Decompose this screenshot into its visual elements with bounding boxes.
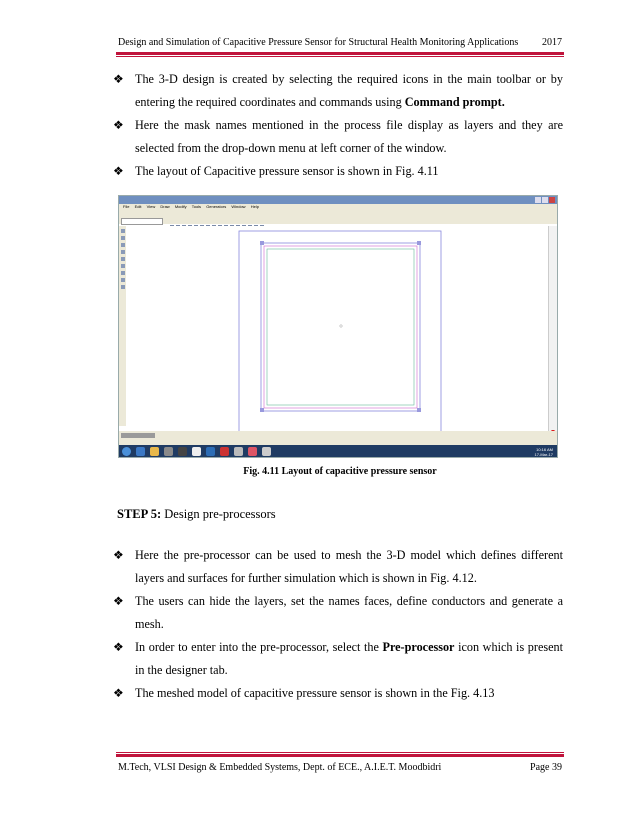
app-icon	[234, 447, 243, 456]
window-titlebar	[119, 196, 557, 204]
menu-tools: Tools	[191, 204, 202, 209]
menu-view: View	[146, 204, 156, 209]
menu-window: Window	[231, 204, 246, 209]
diamond-bullet-icon: ❖	[113, 548, 124, 562]
figure-caption: Fig. 4.11 Layout of capacitive pressure sensor	[243, 466, 437, 477]
status-bar	[119, 431, 557, 445]
bullet-item: ❖ The meshed model of capacitive pressure sensor is shown in the Fig. 4.13	[135, 682, 563, 705]
corner-pad	[260, 241, 264, 245]
diamond-bullet-icon: ❖	[113, 594, 124, 608]
footer-rule	[116, 754, 564, 757]
header-year: 2017	[542, 37, 562, 48]
menu-help: Help	[250, 204, 259, 209]
bullet-item: ❖ Here the pre-processor can be used to mesh the 3-D model which defines different layers and surfaces for further simulation which is shown in Fig. 4.12.	[135, 544, 563, 590]
folder-icon	[150, 447, 159, 456]
media-icon	[164, 447, 173, 456]
page-header	[118, 37, 562, 48]
bullet-item: ❖ In order to enter into the pre-processor, select the Pre-processor icon which is present in the designer tab.	[135, 636, 563, 682]
bullet-item: ❖ Here the mask names mentioned in the process file display as layers and they are selected from the drop-down menu at left corner of the window.	[135, 114, 563, 160]
header-rule-thin	[116, 56, 564, 57]
corner-pad	[417, 241, 421, 245]
menu-generators: Generators	[206, 204, 227, 209]
bullet-item: ❖ The users can hide the layers, set the names faces, define conductors and generate a mesh.	[135, 590, 563, 636]
window-controls	[535, 197, 555, 203]
word-icon	[206, 447, 215, 456]
page-number: Page 39	[530, 762, 562, 773]
header-rule	[116, 52, 564, 55]
header-title: Design and Simulation of Capacitive Pressure Sensor for Structural Health Monitoring Applications	[118, 37, 519, 48]
footer-rule-thin	[116, 752, 564, 753]
corner-pad	[417, 408, 421, 412]
diamond-bullet-icon: ❖	[113, 72, 124, 86]
windows-taskbar	[119, 445, 557, 458]
vertical-scrollbar	[548, 226, 557, 436]
app-icon	[248, 447, 257, 456]
minimize-icon	[535, 197, 541, 203]
maximize-icon	[542, 197, 548, 203]
layer-toolbar	[119, 217, 557, 224]
close-icon	[549, 197, 555, 203]
footer-dept: M.Tech, VLSI Design & Embedded Systems, Dept. of ECE., A.I.E.T. Moodbidri	[118, 762, 442, 773]
taskbar-clock: 10:16 AM 17-Mar-17	[534, 447, 553, 457]
status-panel	[121, 433, 155, 438]
app-icon	[220, 447, 229, 456]
main-toolbar	[119, 210, 557, 217]
app-icon	[178, 447, 187, 456]
sensor-layout-drawing	[127, 226, 545, 431]
bullet-item: ❖ The layout of Capacitive pressure sensor is shown in Fig. 4.11	[135, 160, 563, 183]
start-icon	[122, 447, 131, 456]
diamond-bullet-icon: ❖	[113, 164, 124, 178]
step-heading: STEP 5: Design pre-processors	[117, 507, 276, 521]
diamond-bullet-icon: ❖	[113, 640, 124, 654]
left-toolbar	[119, 226, 126, 426]
origin-marker	[340, 325, 342, 327]
app-icon	[262, 447, 271, 456]
bullet-item: ❖ The 3-D design is created by selecting the required icons in the main toolbar or by entering the required coordinates and commands using Command prompt.	[135, 68, 563, 114]
diamond-bullet-icon: ❖	[113, 118, 124, 132]
menu-edit: Edit	[134, 204, 142, 209]
app-icon	[192, 447, 201, 456]
corner-pad	[260, 408, 264, 412]
diamond-bullet-icon: ❖	[113, 686, 124, 700]
design-canvas	[127, 226, 545, 431]
layout-screenshot	[118, 195, 558, 458]
menu-file: File	[123, 204, 130, 209]
ie-icon	[136, 447, 145, 456]
page-footer	[118, 762, 562, 773]
menu-modify: Modify	[174, 204, 187, 209]
outer-boundary	[239, 231, 441, 431]
menu-draw: Draw	[160, 204, 170, 209]
